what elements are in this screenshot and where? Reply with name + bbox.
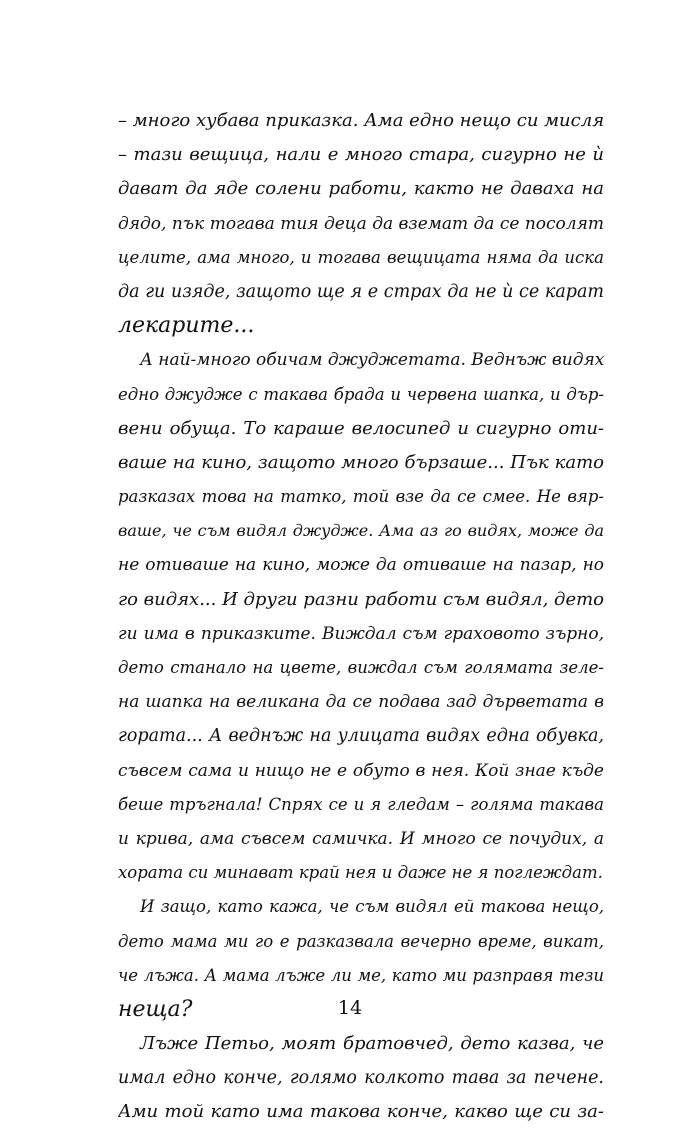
text-line: вени обуща. То караше велосипед и сигурно оти- [118,417,604,439]
text-line: Лъже Петьо, моят братовчед, дето казва, че [140,1033,604,1055]
text-line: не отиваше на кино, може да отиваше на пазар, но [118,555,604,576]
text-line: – много хубава приказка. Ама едно нещо си мисля [118,110,604,131]
text-line: и крива, ама съвсем самичка. И много се почудих, а [118,828,604,849]
text-line: беше тръгнала! Спрях се и я гледам – голяма такава [118,794,604,814]
text-line: – тази вещица, нали е много стара, сигурно не ѝ [118,144,604,166]
text-line: че лъжа. А мама лъже ли ме, като ми разправя тези [118,965,604,985]
text-line: А най-много обичам джуджетата. Веднъж видях [140,350,604,371]
text-line: целите, ама много, и тогава вещицата няма да иска [118,247,604,267]
text-line: дето станало на цвете, виждал съм голямата зеле- [118,658,604,677]
text-line: дето мама ми го е разказвала вечерно време, викат, [118,931,604,951]
text-line: дядо, пък тогава тия деца да вземат да се посолят [118,213,604,234]
text-line: разказах това на татко, той взе да се смее. Не вяр- [118,487,604,507]
text-line: хората си минават край нея и даже не я поглеждат. [118,863,603,883]
body-text [118,104,604,1130]
text-line: гората... А веднъж на улицата видях една обувка, [118,726,604,747]
text-line: Ами той като има такова конче, какво ще си за- [118,1101,604,1123]
text-line: го видях... И други разни работи съм видял, дето [118,588,604,610]
text-line: съвсем сама и нищо не е обуто в нея. Кой знае къде [118,760,604,781]
text-line: ваше на кино, защото много бързаше... Пък като [118,451,604,473]
text-line: имал едно конче, голямо колкото тава за печене. [118,1068,604,1089]
text-line: на шапка на великана да се подава зад дърветата в [118,692,604,713]
text-line: неща? [118,996,193,1022]
text-line: лекарите... [118,313,255,339]
text-line: да ги изяде, защото ще я е страх да не ѝ се карат [118,281,604,302]
text-line: И защо, като кажа, че съм видял ей такова нещо, [140,897,604,917]
text-line: ваше, че съм видял джудже. Ама аз го видях, може да [118,521,604,541]
text-line: едно джудже с такава брада и червена шапка, и дър- [118,384,604,404]
page-number: 14 [337,997,363,1019]
text-line: дават да яде солени работи, както не даваха на [118,178,604,200]
text-line: ги има в приказките. Виждал съм граховото зърно, [118,623,604,644]
